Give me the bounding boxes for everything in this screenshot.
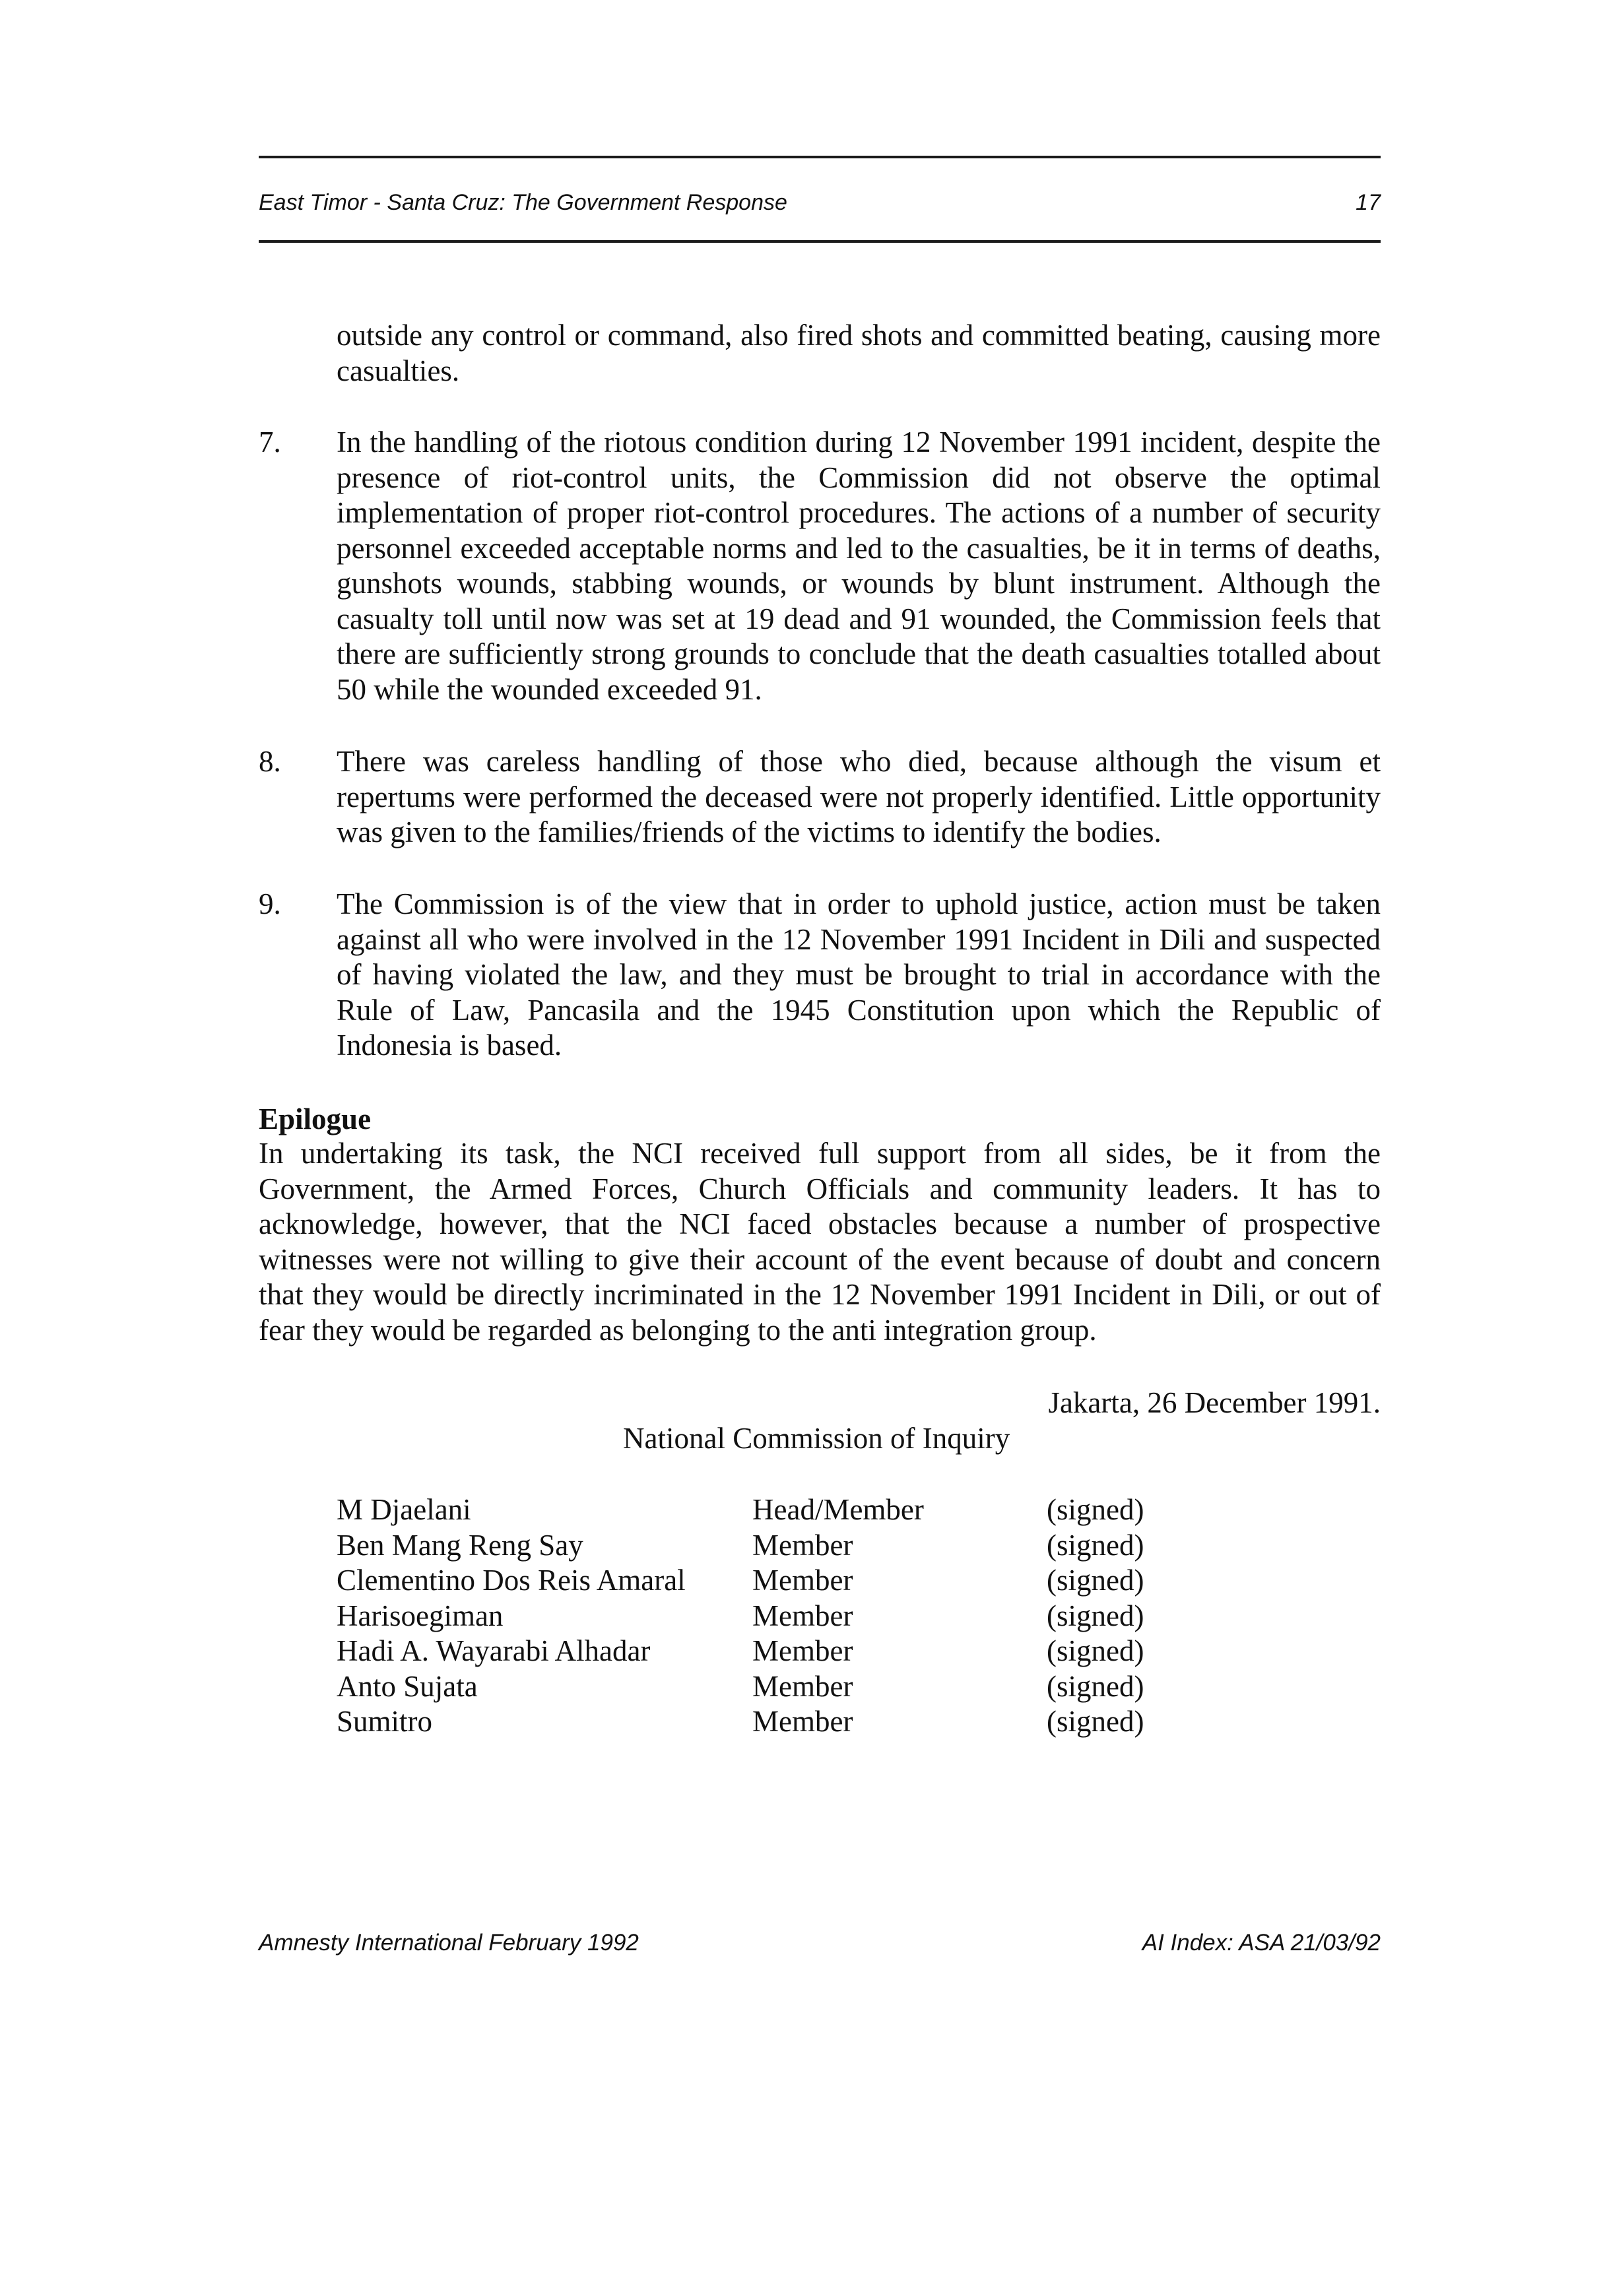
signatory-role: Member bbox=[752, 1669, 853, 1703]
header-rule-bottom bbox=[259, 240, 1381, 243]
signatory-status: (signed) bbox=[1047, 1634, 1144, 1667]
running-header bbox=[259, 186, 1381, 219]
page-number: 17 bbox=[1356, 189, 1381, 215]
signatory-name: Hadi A. Wayarabi Alhadar bbox=[337, 1634, 651, 1667]
list-item-number: 8. bbox=[259, 745, 281, 778]
signatory-name: Clementino Dos Reis Amaral bbox=[337, 1564, 686, 1597]
signatory-role: Member bbox=[752, 1564, 853, 1597]
signatory-status: (signed) bbox=[1047, 1599, 1144, 1632]
signatory-row bbox=[337, 1528, 1195, 1564]
signatory-status: (signed) bbox=[1047, 1669, 1144, 1703]
epilogue-heading: Epilogue bbox=[259, 1102, 372, 1135]
signatory-role: Member bbox=[752, 1528, 853, 1562]
signatory-row bbox=[337, 1492, 1195, 1528]
list-item-number: 9. bbox=[259, 887, 281, 920]
signing-body: National Commission of Inquiry bbox=[623, 1422, 1010, 1455]
signatory-name: Ben Mang Reng Say bbox=[337, 1528, 583, 1562]
signatory-status: (signed) bbox=[1047, 1493, 1144, 1526]
signatory-name: Sumitro bbox=[337, 1705, 433, 1738]
footer-publication: Amnesty International February 1992 bbox=[259, 1930, 639, 1956]
signatory-row bbox=[337, 1669, 1195, 1705]
signatory-name: Harisoegiman bbox=[337, 1599, 504, 1632]
signatory-row bbox=[337, 1563, 1195, 1599]
list-item-number: 7. bbox=[259, 426, 281, 459]
epilogue-paragraph: In undertaking its task, the NCI received full support from all sides, be it from the Government, the Armed Forces, Church Officials and community leaders. It has to acknowledge, however, that the NCI faced obstacles because a number of prospective witnesses were not willing to give their account of the event because of doubt and concern that they would be directly incriminated in the 12 November 1991 Incident in Dili, or out of fear they would be regarded as belonging to the anti integration group. bbox=[259, 1137, 1381, 1347]
signatory-name: Anto Sujata bbox=[337, 1669, 478, 1703]
signatory-role: Member bbox=[752, 1705, 853, 1738]
running-header-title: East Timor - Santa Cruz: The Government Response bbox=[259, 189, 787, 215]
list-item-text: In the handling of the riotous condition during 12 November 1991 incident, despite the presence of riot-control units, the Commission did not observe the optimal implementation of proper riot-control procedures. The actions of a number of security personnel exceeded acceptable norms and led to the casualties, be it in terms of deaths, gunshots wounds, stabbing wounds, or wounds by blunt instrument. Although the casualty toll until now was set at 19 dead and 91 wounded, the Commission feels that there are sufficiently strong grounds to conclude that the death casualties totalled about 50 while the wounded exceeded 91. bbox=[337, 426, 1381, 706]
place-and-date: Jakarta, 26 December 1991. bbox=[1048, 1386, 1381, 1419]
signatory-role: Member bbox=[752, 1599, 853, 1632]
signatory-role: Head/Member bbox=[752, 1493, 924, 1526]
list-item-text: The Commission is of the view that in order to uphold justice, action must be taken against all who were involved in the 12 November 1991 Incident in Dili and suspected of having violated the law, and they must be brought to trial in accordance with the Rule of Law, Pancasila and the 1945 Constitution upon which the Republic of Indonesia is based. bbox=[337, 887, 1381, 1062]
footer-index: AI Index: ASA 21/03/92 bbox=[1142, 1930, 1381, 1956]
signatories-table bbox=[337, 1492, 1195, 1740]
signatory-status: (signed) bbox=[1047, 1564, 1144, 1597]
signatory-row bbox=[337, 1634, 1195, 1669]
continuation-paragraph: outside any control or command, also fired shots and committed beating, causing more casualties. bbox=[337, 319, 1381, 387]
list-item-text: There was careless handling of those who died, because although the visum et repertums were performed the deceased were not properly identified. Little opportunity was given to the families/friends of the victims to identify the bodies. bbox=[337, 745, 1381, 848]
signatory-row bbox=[337, 1704, 1195, 1740]
header-rule-top bbox=[259, 156, 1381, 158]
signatory-status: (signed) bbox=[1047, 1705, 1144, 1738]
running-footer bbox=[259, 1927, 1381, 1960]
signatory-role: Member bbox=[752, 1634, 853, 1667]
signatory-row bbox=[337, 1599, 1195, 1634]
signatory-status: (signed) bbox=[1047, 1528, 1144, 1562]
signatory-name: M Djaelani bbox=[337, 1493, 471, 1526]
